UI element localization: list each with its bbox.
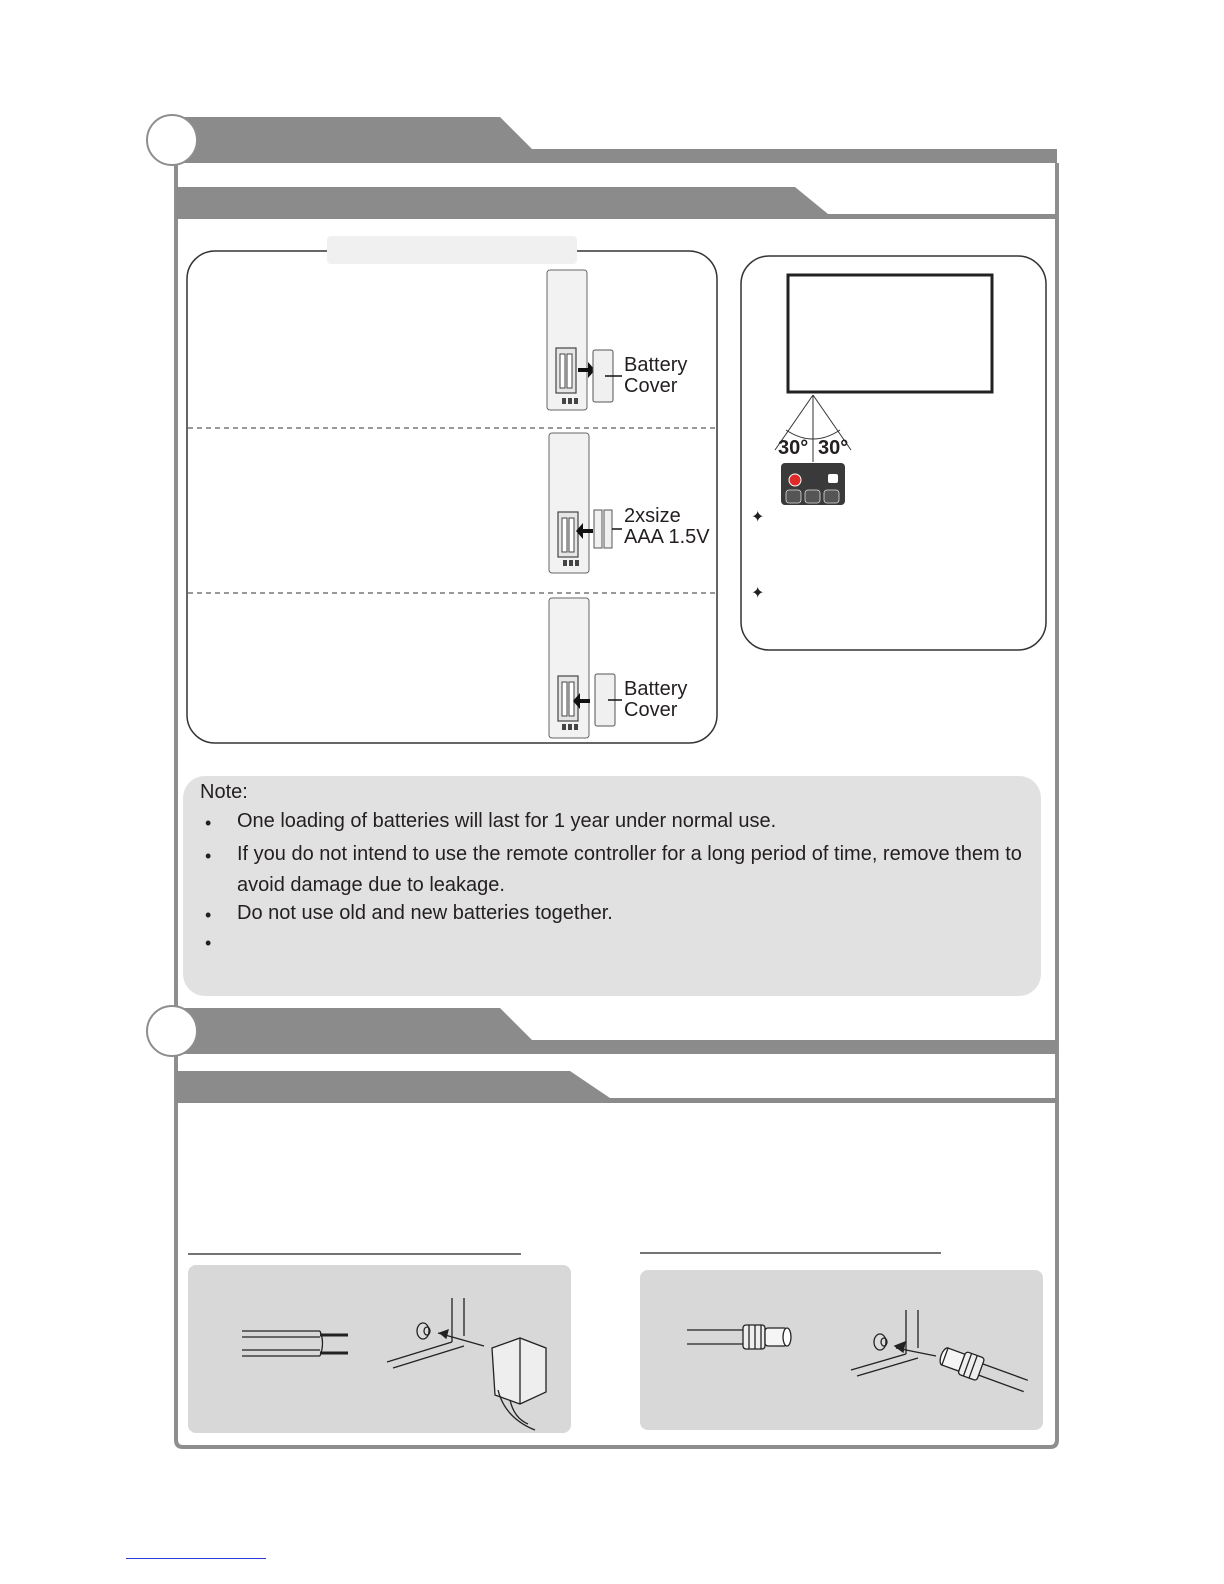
footer-link-underline[interactable] (126, 1558, 266, 1559)
step1-label-line2: Cover (624, 375, 678, 397)
note-bullet-2: • (205, 846, 212, 866)
step3-label-line1: Battery (624, 678, 688, 700)
section1-header-tab (172, 117, 1057, 163)
note-bullet-3: • (205, 905, 212, 925)
section1-subheader-bar (176, 187, 1057, 219)
step2-battery-size-label (624, 506, 710, 548)
note-item-1: One loading of batteries will last for 1 year under normal use. (237, 810, 777, 832)
range-note-marker-1: ✦ (751, 509, 765, 526)
note-item-2: If you do not intend to use the remote controller for a long period of time, remove them to avoid damage due to leakage. (237, 843, 1022, 896)
step1-battery-cover-label (624, 355, 687, 397)
step1-label-line1: Battery (624, 354, 688, 376)
note-item-3: Do not use old and new batteries together. (237, 902, 613, 924)
coax-cable-connection-panel (640, 1270, 1043, 1430)
step3-battery-cover-label (624, 679, 687, 721)
section2-header-tab (172, 1008, 1057, 1054)
note-bullet-1: • (205, 813, 212, 833)
step2-label-line2: AAA 1.5V (624, 526, 710, 548)
tv-screen-illustration (788, 275, 992, 392)
angle-right-label: 30° (818, 437, 849, 459)
section1-number-circle (147, 115, 197, 165)
note-title: Note: (200, 781, 248, 803)
note-bullet-4: • (205, 933, 212, 953)
step3-label-line2: Cover (624, 699, 678, 721)
range-note-marker-2: ✦ (751, 585, 765, 602)
angle-left-label: 30° (778, 437, 809, 459)
section2-subheader-bar (176, 1071, 1057, 1103)
section2-number-circle (147, 1006, 197, 1056)
remote-front-illustration (781, 463, 845, 505)
battery-install-title-strip (327, 236, 577, 264)
battery-install-box (187, 251, 717, 743)
step2-label-line1: 2xsize (624, 505, 681, 527)
